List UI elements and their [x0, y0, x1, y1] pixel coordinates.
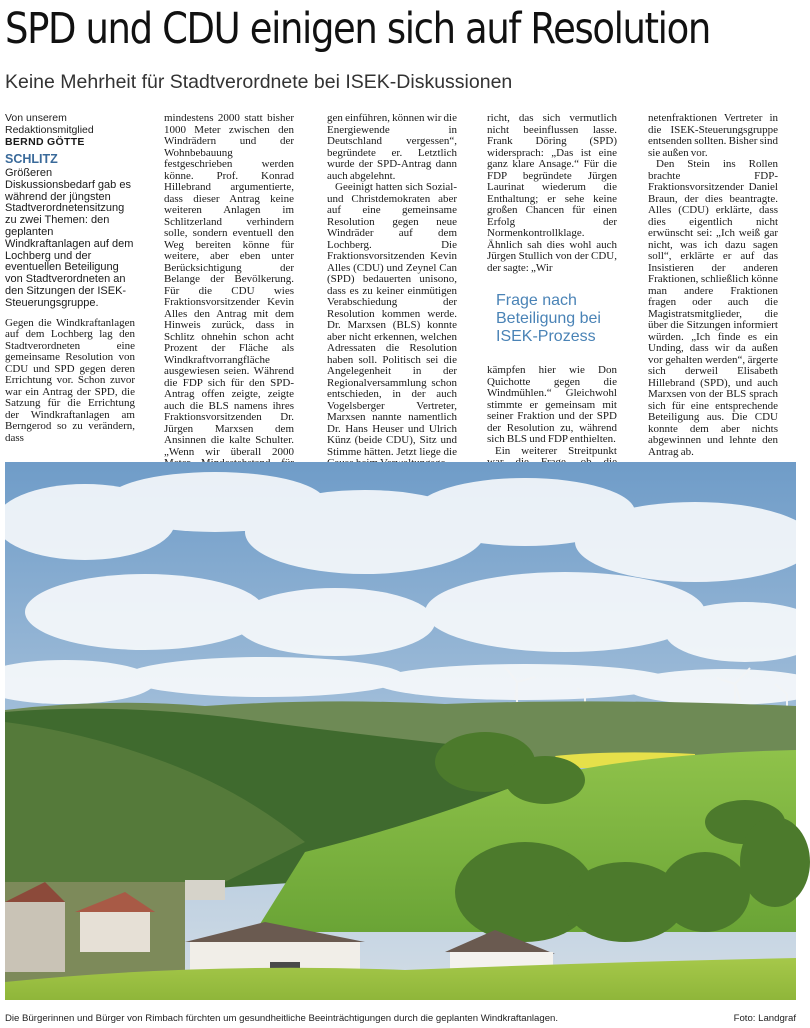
byline: Von unserem Redaktionsmitglied: [5, 112, 94, 136]
body-paragraph: Geeinigt hatten sich Sozial- und Christdemokraten aber auf eine gemeinsame Resolution gegen neue Windräder auf dem Lochberg. Die Fraktionsvorsitzenden Kevin Alles (CDU) und Zeynel Can (SPD) bedauerten unisono, dass es zu keiner einmütigen Verabschiedung der Resolution kommen werde. Dr. Marxsen (BLS) konnte aber nicht erkennen, welchen Adressaten die Resolution haben soll. Politisch sei die Angelegenheit in der Regionalversammlung schon entschieden, in der auch Vogelsberger Vertreter, Marxsen nannte namentlich Dr. Hans Heuser und Ulrich Künz (beide CDU), Sitz und Stimme hätten. Jetzt liege die: [327, 181, 457, 458]
photo-caption: Die Bürgerinnen und Bürger von Rimbach fürchten um gesundheitliche Beeinträchtigungen durch die geplanten Windkraftanlagen.: [5, 1013, 559, 1024]
body-paragraph: mindestens 2000 statt bisher 1000 Meter zwischen den Windrädern und der Wohnbebauung festgeschrieben werden könne. Prof. Konrad Hillebrand argumentierte, dass dieser Antrag keine weiteren Anlagen im Schlitzerland verhindern solle, sondern eventuell den Weg bereiten könne für weitere, aber eben unter Berücksichtigung der Belange der Bevölkerung. Für die CDU wies Fraktionsvorsitzender Kevin Alles den Antrag mit dem Hinweis zurück, dass in Schlitz ohnehin schon acht Prozent der Fläche als Windkraftvorrangfläche ausgewiesen seien. Während die FDP sich für den SPD-Antrag offen zeigte, zeigte auch die BLS namens ihres Fraktionsvorsitzenden Dr. Jürgen Marxsen dem Ansinnen die kalte Schulter. „Wenn wir überall 2000: [164, 112, 294, 458]
article-column-5: [648, 112, 778, 458]
lead-paragraph: Größeren Diskussionsbedarf gab es während der jüngsten Stadtverordnetensitzung zu zwei Themen: den geplanten Windkraftanlagen auf dem Lochberg und der eventuellen Beteiligung von Stadtverordneten an den Sitzungen der ISEK-Steuerungsgruppe.: [5, 167, 134, 309]
article-column-3: [327, 112, 457, 458]
article-column-4: [487, 112, 617, 457]
pull-quote: Frage nach Beteiligung bei ISEK-Prozess: [496, 292, 601, 345]
body-paragraph: kämpfen hier wie Don Quichotte gegen die Windmühlen.“ Gleichwohl stimmte er gemeinsam mit seiner Fraktion und der SPD der Resolution zu, während sich BLS und FDP enthielten.: [487, 364, 617, 445]
body-paragraph: Ein weiterer Streitpunkt: [495, 444, 617, 457]
body-paragraph: netenfraktionen Vertreter in die ISEK-Steuerungsgruppe entsenden sollten. Bisher sind sie außen vor.: [648, 112, 778, 159]
body-paragraph: richt, das sich vermutlich nicht beeinflussen lasse. Frank Döring (SPD) widersprach: „Das ist eine ganz klare Ansage.“ Für die FDP begründete Jürgen Laurinat wiederum die Enthaltung; er sehe keine großen Chancen für einen Erfolg der Normenkontrollklage. Ähnlich sah dies wohl auch Jürgen Stullich von der CDU, der sagte: „Wir: [487, 112, 617, 274]
article-column-1: [5, 113, 135, 443]
body-paragraph: gen einführen, können wir die Energiewende in Deutschland vergessen“, begründete er. Letztlich wurde der SPD-Antrag dann auch abgelehnt.: [327, 112, 457, 182]
body-paragraph: Den Stein ins Rollen brachte FDP-Fraktionsvorsitzender Daniel Braun, der dies beantragte. Alles (CDU) erklärte, dass dies eigentlich nicht erwünscht sei: „Ich weiß gar nicht, was ich dazu sagen soll“, erklärte er auf das Insistieren der anderen Fraktionen, schließlich könne man andere Fraktionen fragen oder auch die Magistratsmitglieder, die über die Sitzungen informiert würden. „Ich finde es ein Unding, dass wir da außen vor gehalten werden“, ärgerte sich derweil Elisabeth Hillebrand (SPD), und auch Marxsen von der BLS sprach sich für eine entsprechende Beteiligung aus. Die CDU konnte dem aber nichts abgewinnen und lehnte den Antrag ab.: [648, 158, 778, 458]
author-name: BERND GÖTTE: [5, 136, 85, 148]
body-paragraph: Gegen die Windkraftanlagen auf dem Lochberg lag den Stadtverordneten eine gemeinsame Resolution von CDU und SPD gegen deren Errichtung vor. Schon zuvor war ein Antrag der SPD, die Satzung für die Errichtung der Windkraftanlagen am Berngerod so zu verändern, dass: [5, 316, 135, 444]
photo-credit: Foto: Landgraf: [733, 1013, 796, 1024]
location-dateline: SCHLITZ: [5, 152, 58, 166]
article-column-2: [164, 112, 294, 458]
headline: SPD und CDU einigen sich auf Resolution: [5, 4, 710, 54]
landscape-photo: [5, 462, 796, 1000]
subheadline: Keine Mehrheit für Stadtverordnete bei ISEK-Diskussionen: [5, 71, 513, 93]
